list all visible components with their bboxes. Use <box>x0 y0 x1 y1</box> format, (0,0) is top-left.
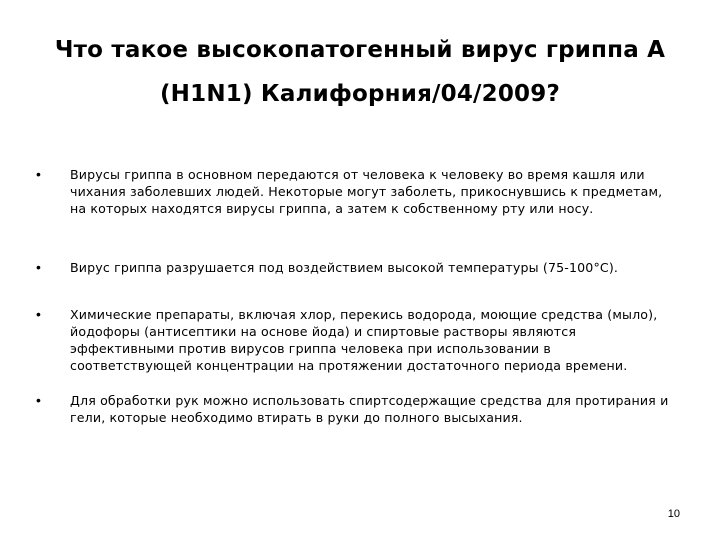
bullet-item <box>36 259 676 276</box>
bullet-text: Вирус гриппа разрушается под воздействием высокой температуры (75-100°С). <box>70 260 619 275</box>
bullet-item <box>36 166 676 217</box>
bullet-icon: • <box>36 306 41 322</box>
bullet-text: Вирусы гриппа в основном передаются от человека к человеку во время кашля или чихания заболевших людей. Некоторые могут заболеть, прикоснувшись к предметам, на которых находятся вирусы гриппа, а затем к собственному рту или носу. <box>70 167 663 216</box>
bullet-icon: • <box>36 259 41 275</box>
bullet-text: Для обработки рук можно использовать спиртсодержащие средства для протирания и гели, которые необходимо втирать в руки до полного высыхания. <box>70 393 669 425</box>
bullet-icon: • <box>36 392 41 408</box>
bullet-item <box>36 392 676 426</box>
bullet-item <box>36 306 676 374</box>
slide-title-line-1: Что такое высокопатогенный вирус гриппа А <box>54 37 666 63</box>
page-number: 10 <box>667 508 680 520</box>
bullet-icon: • <box>36 166 41 182</box>
bullet-text: Химические препараты, включая хлор, перекись водорода, моющие средства (мыло), йодофоры (антисептики на основе йода) и спиртовые растворы являются эффективными против вирусов гриппа человека при использовании в соответствующей концентрации на протяжении достаточного периода времени. <box>70 307 658 373</box>
slide-title-line-2: (H1N1) Калифорния/04/2009? <box>159 81 561 107</box>
